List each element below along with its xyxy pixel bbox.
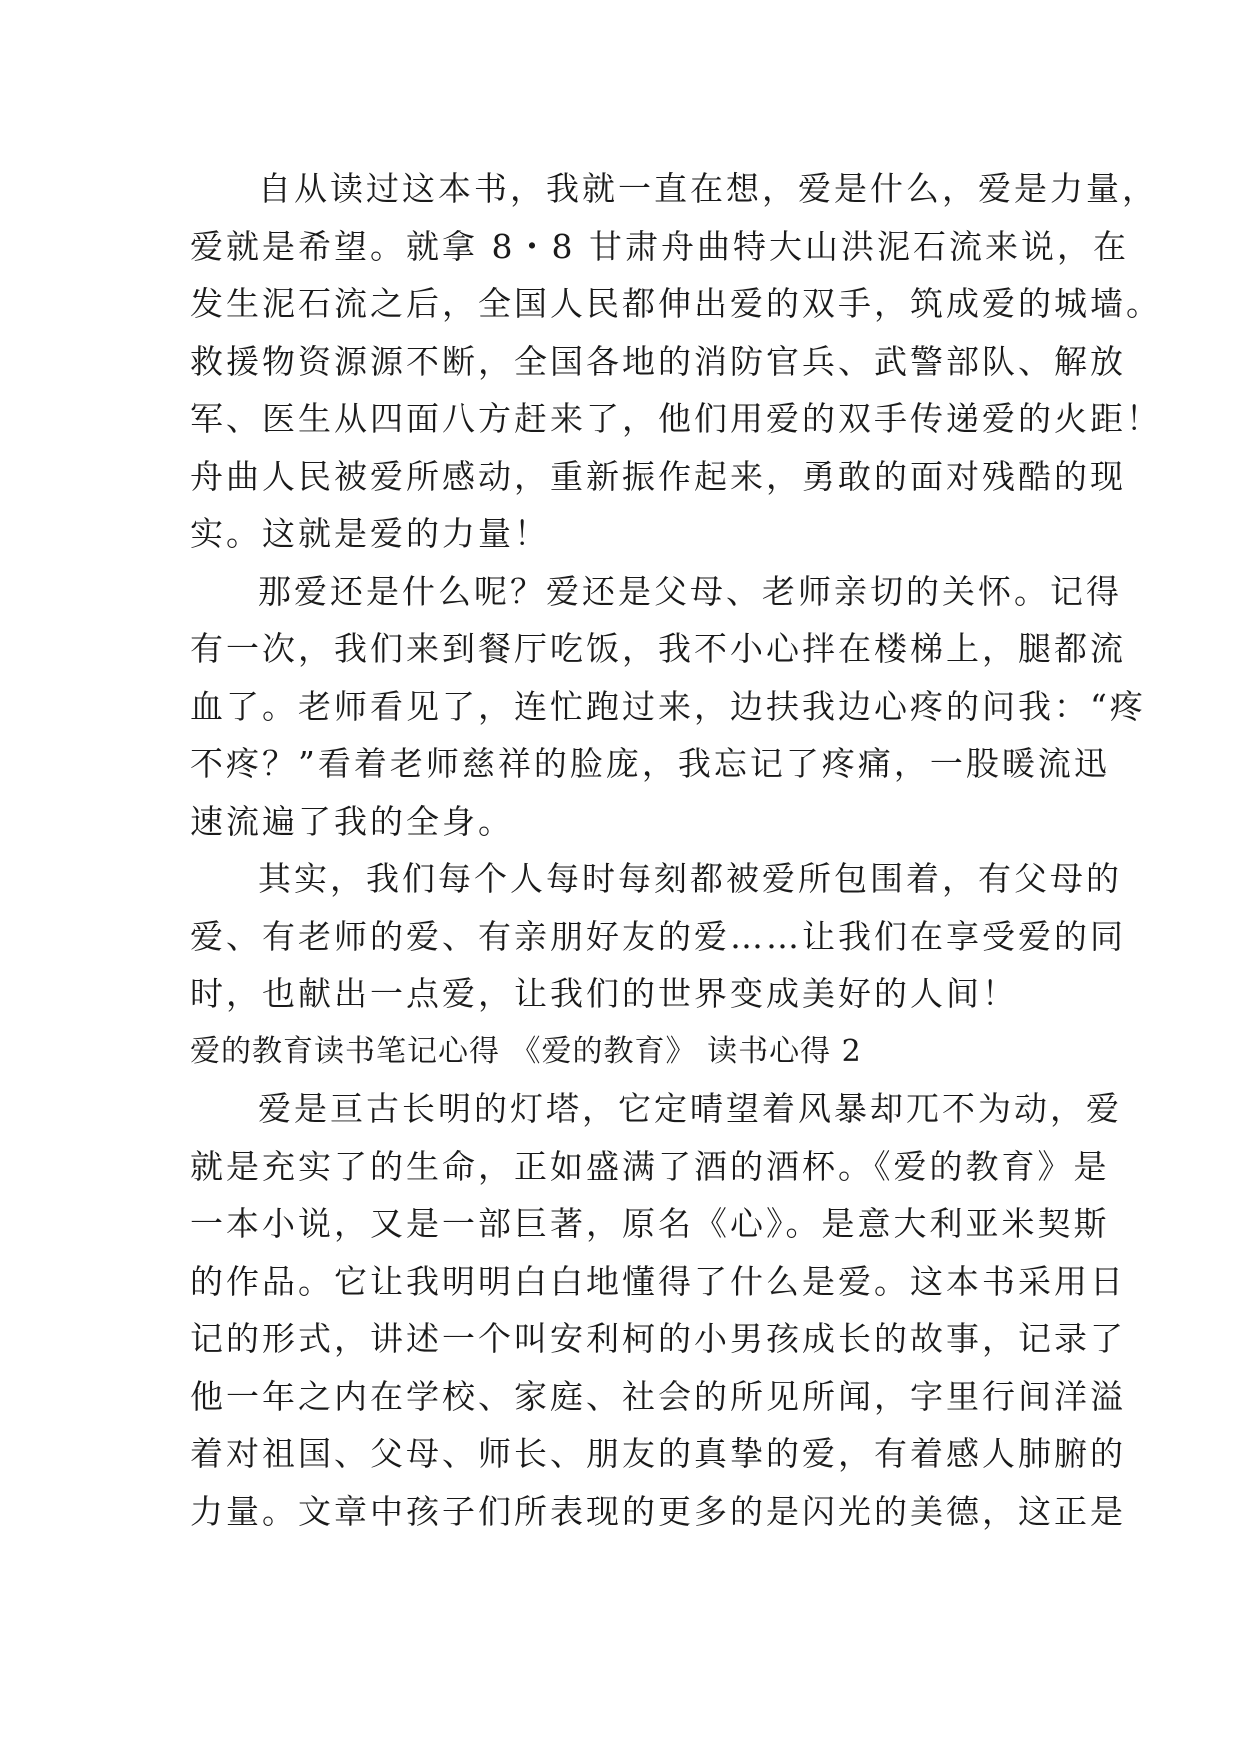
text-line: 着对祖国、父母、师长、朋友的真挚的爱，有着感人肺腑的 — [190, 1434, 1126, 1473]
paragraph-4 — [190, 1080, 1126, 1540]
text-line: 实。这就是爱的力量！ — [190, 514, 550, 553]
text-line: 舟曲人民被爱所感动，重新振作起来，勇敢的面对残酷的现 — [190, 456, 1126, 496]
text-line: 速流遍了我的全身。 — [190, 801, 514, 841]
text-line: 他一年之内在学校、家庭、社会的所见所闻，字里行间洋溢 — [190, 1376, 1126, 1416]
text-line: 记的形式，讲述一个叫安利柯的小男孩成长的故事，记录了 — [190, 1319, 1126, 1358]
text-line: 一本小说，又是一部巨著，原名《心》。是意大利亚米契斯 — [190, 1204, 1110, 1243]
paragraph-1 — [190, 160, 1162, 563]
text-line: 不疼？”看着老师慈祥的脸庞，我忘记了疼痛，一股暖流迅 — [190, 744, 1110, 783]
text-line: 发生泥石流之后，全国人民都伸出爱的双手，筑成爱的城墙。 — [190, 284, 1162, 323]
text-line: 血了。老师看见了，连忙跑过来，边扶我边心疼的问我：“疼 — [190, 686, 1146, 726]
text-line: 就是充实了的生命，正如盛满了酒的酒杯。《爱的教育》是 — [190, 1146, 1110, 1186]
paragraph-3 — [190, 850, 1126, 1023]
document-body — [190, 160, 1162, 1540]
text-line: 的作品。它让我明明白白地懂得了什么是爱。这本书采用日 — [190, 1261, 1126, 1301]
text-line: 爱就是希望。就拿 8・8 甘肃舟曲特大山洪泥石流来说，在 — [190, 226, 1129, 266]
text-line: 有一次，我们来到餐厅吃饭，我不小心拌在楼梯上，腿都流 — [190, 629, 1126, 668]
text-line: 爱是亘古长明的灯塔，它定晴望着风暴却兀不为动，爱 — [258, 1089, 1122, 1128]
section-heading: 爱的教育读书笔记心得 《爱的教育》 读书心得 2 — [190, 1033, 862, 1069]
text-line: 爱、有老师的爱、有亲朋好友的爱……让我们在享受爱的同 — [190, 916, 1126, 956]
text-line: 力量。文章中孩子们所表现的更多的是闪光的美德，这正是 — [190, 1491, 1126, 1531]
text-line: 其实，我们每个人每时每刻都被爱所包围着，有父母的 — [258, 859, 1122, 898]
paragraph-2 — [190, 563, 1146, 851]
text-line: 时，也献出一点爱，让我们的世界变成美好的人间！ — [190, 974, 1018, 1013]
text-line: 军、医生从四面八方赶来了，他们用爱的双手传递爱的火距！ — [190, 399, 1162, 438]
text-line: 自从读过这本书，我就一直在想，爱是什么，爱是力量， — [258, 169, 1158, 208]
text-line: 那爱还是什么呢？爱还是父母、老师亲切的关怀。记得 — [258, 571, 1122, 611]
text-line: 救援物资源源不断，全国各地的消防官兵、武警部队、解放 — [190, 341, 1126, 381]
